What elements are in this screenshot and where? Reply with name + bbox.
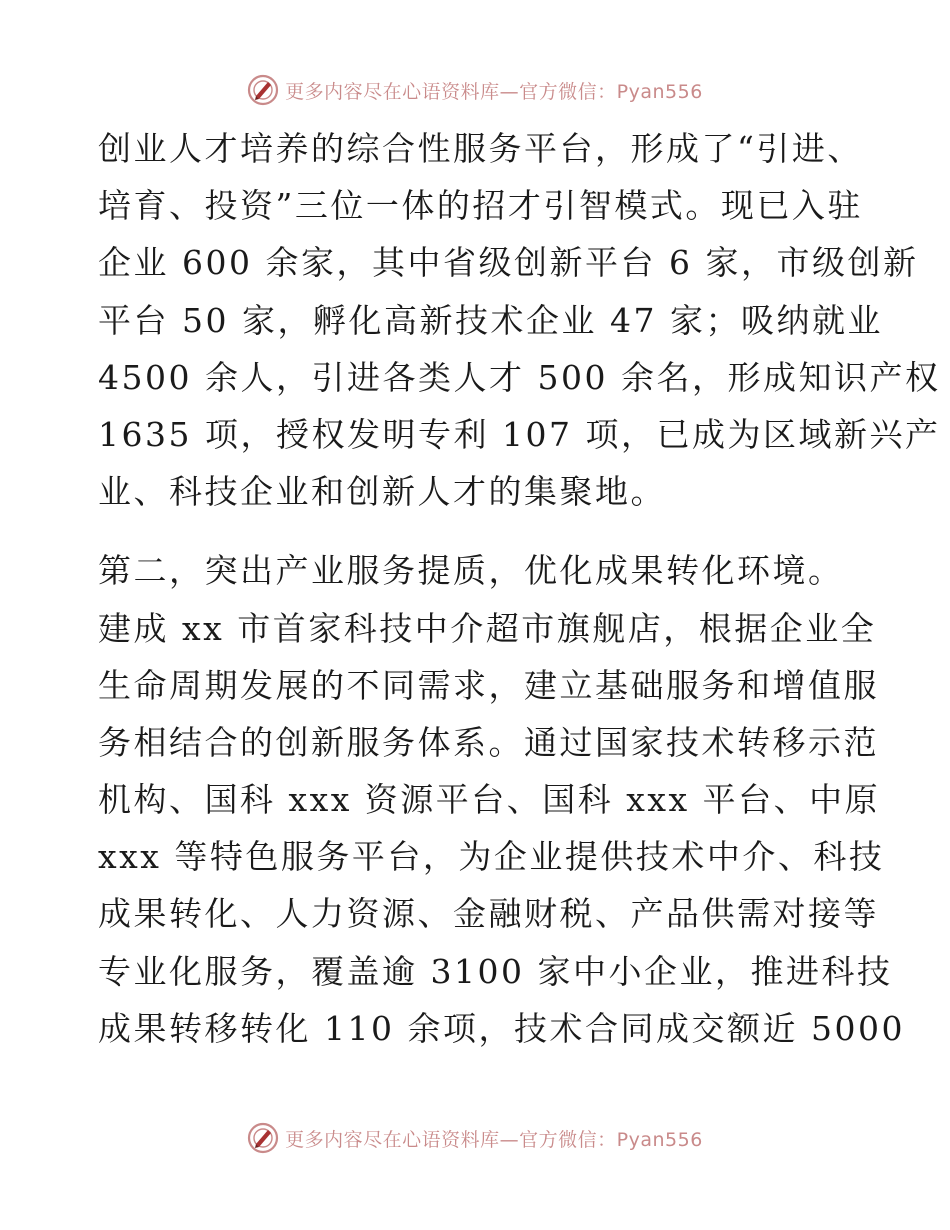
- paragraph-2: [98, 542, 905, 1057]
- paragraph-1: [98, 120, 941, 520]
- header-watermark: [0, 70, 950, 110]
- text-line: 企业 600 余家，其中省级创新平台 6 家，市级创新: [98, 243, 919, 283]
- text-line: 成果转移转化 110 余项，技术合同成交额近 5000: [98, 1008, 905, 1048]
- text-line: 专业化服务，覆盖逾 3100 家中小企业，推进科技: [98, 951, 893, 991]
- document-body: [98, 120, 941, 1057]
- text-line: 成果转化、人力资源、金融财税、产品供需对接等: [98, 894, 879, 934]
- text-line: xxx 等特色服务平台，为企业提供技术中介、科技: [98, 837, 885, 877]
- watermark-text: 更多内容尽在心语资料库—官方微信：Pyan556: [285, 1128, 703, 1151]
- text-line: 平台 50 家，孵化高新技术企业 47 家；吸纳就业: [98, 300, 883, 340]
- text-line: 业、科技企业和创新人才的集聚地。: [98, 472, 666, 512]
- footer-watermark: [0, 1118, 950, 1158]
- text-line: 4500 余人，引进各类人才 500 余名，形成知识产权: [98, 357, 941, 397]
- text-line: 第二，突出产业服务提质，优化成果转化环境。: [98, 551, 844, 591]
- text-line: 1635 项，授权发明专利 107 项，已成为区域新兴产: [98, 414, 941, 454]
- text-line: 建成 xx 市首家科技中介超市旗舰店，根据企业全: [98, 608, 877, 648]
- text-line: 机构、国科 xxx 资源平台、国科 xxx 平台、中原: [98, 780, 881, 820]
- text-line: 培育、投资”三位一体的招才引智模式。现已入驻: [98, 186, 863, 226]
- watermark-text: 更多内容尽在心语资料库—官方微信：Pyan556: [285, 80, 703, 103]
- text-line: 创业人才培养的综合性服务平台，形成了“引进、: [98, 129, 863, 168]
- seal-logo-icon: [247, 1122, 279, 1154]
- text-line: 务相结合的创新服务体系。通过国家技术转移示范: [98, 722, 879, 762]
- paragraph-spacer: [98, 520, 858, 542]
- seal-logo-icon: [247, 74, 279, 106]
- text-line: 生命周期发展的不同需求，建立基础服务和增值服: [98, 665, 879, 705]
